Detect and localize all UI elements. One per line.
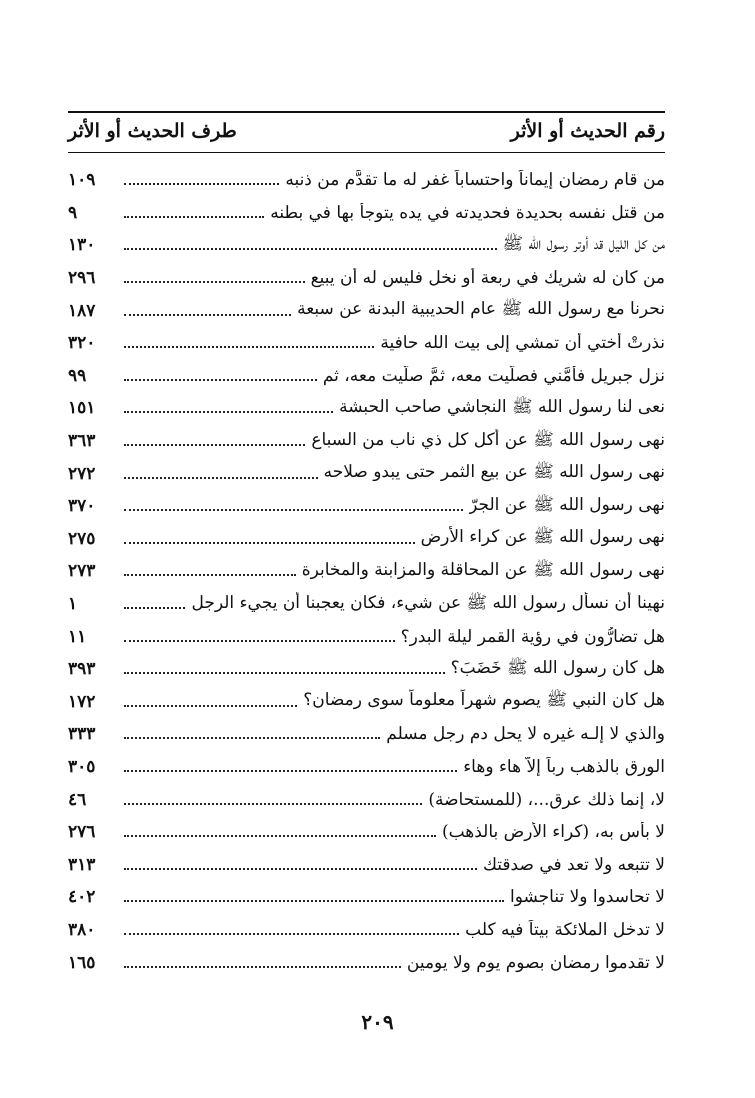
entry-number: ٢٧٢ xyxy=(68,463,96,484)
entry-text: لا تقدموا رمضان بصوم يوم ولا يومين xyxy=(406,952,665,973)
entry-text: نذرتْ أختي أن تمشي إلى بيت الله حافية xyxy=(380,333,665,354)
entry-text: لا تتبعه ولا تعد في صدقتك xyxy=(482,854,665,875)
entry-number: ١٧٢ xyxy=(68,691,96,712)
dot-leader xyxy=(124,346,374,348)
entry-text: هل كان النبي ﷺ يصوم شهراً معلوماً سوى رمضان؟ xyxy=(303,690,665,711)
index-entry xyxy=(68,751,665,784)
dot-leader xyxy=(124,444,305,446)
entry-number: ٢٧٣ xyxy=(68,561,96,582)
dot-leader xyxy=(124,314,291,316)
dot-leader xyxy=(124,737,380,739)
entry-text: الورق بالذهب رباً إلاّ هاء وهاء xyxy=(463,756,665,777)
entry-text: نهى رسول الله ﷺ عن بيع الثمر حتى يبدو صلاحه xyxy=(323,462,665,483)
entry-number: ١٠٩ xyxy=(68,170,96,191)
entry-text: نهينا أن نسأل رسول الله ﷺ عن شيء، فكان يعجبنا أن يجيء الرجل xyxy=(191,592,665,613)
entry-number: ٣٠٥ xyxy=(68,756,96,777)
dot-leader xyxy=(124,477,318,479)
entry-number: ٢٧٦ xyxy=(68,822,96,843)
index-entry xyxy=(68,946,665,979)
dot-leader xyxy=(124,868,477,870)
index-entry xyxy=(68,164,665,197)
entry-number: ١٦٥ xyxy=(68,952,96,973)
entry-text: نعى لنا رسول الله ﷺ النجاشي صاحب الحبشة xyxy=(339,396,665,417)
entry-text: من كل الليل قد أوتر رسول الله ﷺ xyxy=(502,233,665,254)
header-hadith-text: طرف الحديث أو الأثر xyxy=(68,120,237,142)
index-entry xyxy=(68,620,665,653)
dot-leader xyxy=(124,574,296,576)
dot-leader xyxy=(124,770,457,772)
dot-leader xyxy=(124,900,504,902)
index-entry xyxy=(68,425,665,458)
entry-number: ٢٩٦ xyxy=(68,268,96,289)
index-entry xyxy=(68,262,665,295)
entry-number: ٩ xyxy=(68,202,78,223)
dot-leader xyxy=(124,183,279,185)
index-entry xyxy=(68,653,665,686)
index-entry xyxy=(68,783,665,816)
entry-text: هل كان رسول الله ﷺ خَضَبَ؟ xyxy=(450,657,665,678)
dot-leader xyxy=(124,607,185,609)
index-entry xyxy=(68,523,665,556)
index-entry xyxy=(68,327,665,360)
entry-text: نهى رسول الله ﷺ عن الجرّ xyxy=(469,494,665,515)
index-entry xyxy=(68,816,665,849)
dot-leader xyxy=(124,281,305,283)
entry-number: ٣٣٣ xyxy=(68,724,96,745)
entry-text: نهى رسول الله ﷺ عن المحاقلة والمزابنة والمخابرة xyxy=(301,559,665,580)
dot-leader xyxy=(124,216,264,218)
dot-leader xyxy=(124,933,459,935)
header-hadith-number: رقم الحديث أو الأثر xyxy=(510,120,665,142)
entry-number: ١٨٧ xyxy=(68,300,96,321)
entry-text: نحرنا مع رسول الله ﷺ عام الحديبية البدنة عن سبعة xyxy=(297,299,665,320)
dot-leader xyxy=(124,379,317,381)
dot-leader xyxy=(124,803,422,805)
entry-text: من كان له شريك في ربعة أو نخل فليس له أن يبيع xyxy=(310,268,665,289)
dot-leader xyxy=(124,542,415,544)
entry-number: ١١ xyxy=(68,626,87,647)
index-entry xyxy=(68,392,665,425)
index-entry xyxy=(68,360,665,393)
header-rule xyxy=(68,152,665,153)
entry-number: ١٥١ xyxy=(68,398,96,419)
index-list xyxy=(68,164,665,979)
index-entry xyxy=(68,881,665,914)
dot-leader xyxy=(124,672,445,674)
dot-leader xyxy=(124,411,333,413)
entry-number: ٣٧٠ xyxy=(68,496,96,517)
entry-text: من قتل نفسه بحديدة فحديدته في يده يتوجأ بها في بطنه xyxy=(270,202,665,223)
entry-text: نهى رسول الله ﷺ عن أكل كل ذي ناب من السباع xyxy=(311,429,665,450)
entry-number: ٣٨٠ xyxy=(68,919,96,940)
index-entry xyxy=(68,197,665,230)
entry-number: ٣٢٠ xyxy=(68,333,96,354)
entry-text: لا بأس به، (كراء الأرض بالذهب) xyxy=(441,822,665,843)
entry-text: لا، إنما ذلك عرق...، (للمستحاضة) xyxy=(428,789,665,810)
entry-number: ٤٠٢ xyxy=(68,887,96,908)
entry-text: هل تضارُّون في رؤية القمر ليلة البدر؟ xyxy=(400,626,665,647)
entry-number: ٤٦ xyxy=(68,789,87,810)
index-entry xyxy=(68,555,665,588)
entry-text: لا تحاسدوا ولا تناجشوا xyxy=(509,887,665,908)
entry-number: ١ xyxy=(68,594,78,615)
dot-leader xyxy=(124,248,497,250)
index-entry xyxy=(68,718,665,751)
entry-text: من قام رمضان إيماناً واحتساباً غفر له ما تقدَّم من ذنبه xyxy=(285,170,665,191)
index-entry xyxy=(68,490,665,523)
entry-number: ٣١٣ xyxy=(68,854,96,875)
entry-number: ٢٧٥ xyxy=(68,528,96,549)
dot-leader xyxy=(124,705,297,707)
entry-number: ٣٩٣ xyxy=(68,659,96,680)
top-rule xyxy=(68,111,665,113)
entry-text: لا تدخل الملائكة بيتاً فيه كلب xyxy=(465,919,665,940)
entry-text: والذي لا إلـه غيره لا يحل دم رجل مسلم xyxy=(386,724,665,745)
entry-number: ١٣٠ xyxy=(68,235,96,256)
dot-leader xyxy=(124,835,436,837)
index-entry xyxy=(68,229,665,262)
page-number: ٢٠٩ xyxy=(361,1010,394,1034)
table-header xyxy=(68,116,665,146)
entry-number: ٣٦٣ xyxy=(68,431,96,452)
entry-text: نزل جبريل فأمَّني فصلَّيت معه، ثمَّ صلَّيت معه، ثم xyxy=(322,365,665,386)
dot-leader xyxy=(124,509,463,511)
entry-number: ٩٩ xyxy=(68,365,87,386)
index-entry xyxy=(68,588,665,621)
index-entry xyxy=(68,686,665,719)
index-entry xyxy=(68,914,665,947)
entry-text: نهى رسول الله ﷺ عن كراء الأرض xyxy=(420,527,665,548)
index-entry xyxy=(68,294,665,327)
dot-leader xyxy=(124,966,401,968)
index-entry xyxy=(68,848,665,881)
dot-leader xyxy=(124,640,395,642)
index-entry xyxy=(68,457,665,490)
